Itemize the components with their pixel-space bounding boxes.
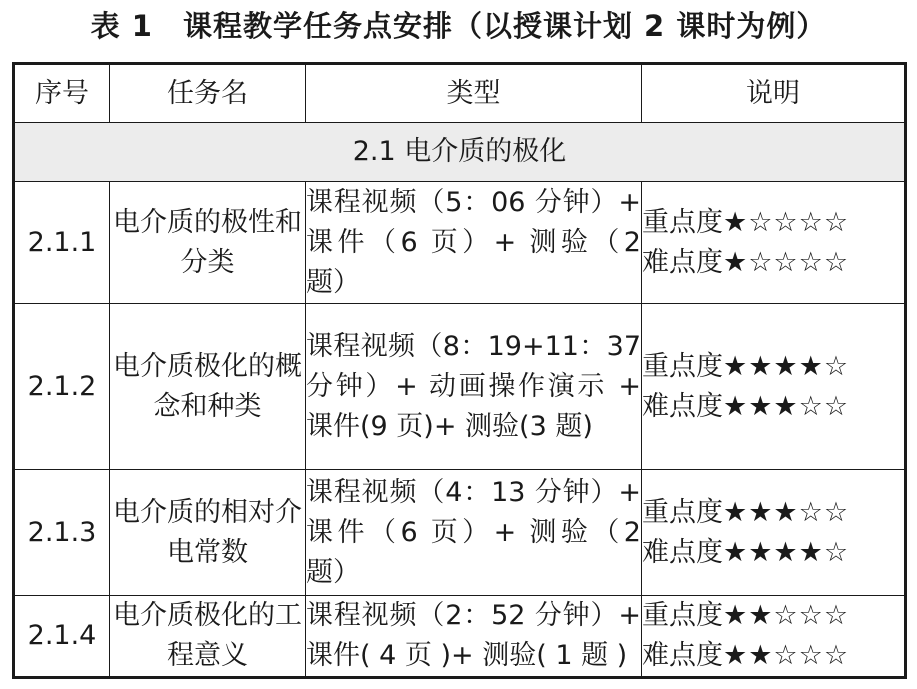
table-row xyxy=(14,470,906,596)
difficulty-line xyxy=(642,387,904,427)
row-task-name: 电介质极化的概念和种类 xyxy=(110,304,306,470)
header-note: 说明 xyxy=(642,64,906,123)
row-task-name: 电介质的极性和分类 xyxy=(110,182,306,304)
importance-line xyxy=(642,493,904,533)
difficulty-label: 难点度 xyxy=(642,390,723,422)
importance-stars: ★☆☆☆☆ xyxy=(723,206,850,238)
table-caption: 表 1 课程教学任务点安排（以授课计划 2 课时为例） xyxy=(90,9,827,43)
task-table xyxy=(12,62,907,679)
header-type: 类型 xyxy=(306,64,642,123)
importance-line xyxy=(642,203,904,243)
table-row xyxy=(14,182,906,304)
importance-line xyxy=(642,596,904,636)
row-task-name: 电介质的相对介电常数 xyxy=(110,470,306,596)
importance-label: 重点度 xyxy=(642,206,723,238)
row-type: 课程视频（4：13 分钟）+ 课件（6 页）+ 测验（2 题） xyxy=(306,470,642,596)
section-title: 2.1 电介质的极化 xyxy=(14,123,906,182)
row-note xyxy=(642,182,906,304)
difficulty-line xyxy=(642,243,904,283)
importance-label: 重点度 xyxy=(642,600,723,631)
importance-stars: ★★★☆☆ xyxy=(723,496,850,528)
difficulty-stars: ★★★★☆ xyxy=(723,536,850,568)
row-type: 课程视频（2：52 分钟）+ 课件( 4 页 )+ 测验( 1 题 ) xyxy=(306,596,642,678)
difficulty-line xyxy=(642,533,904,573)
difficulty-line xyxy=(642,636,904,676)
importance-stars: ★★☆☆☆ xyxy=(723,600,850,631)
difficulty-stars: ★★★☆☆ xyxy=(723,390,850,422)
row-task-name: 电介质极化的工程意义 xyxy=(110,596,306,678)
difficulty-label: 难点度 xyxy=(642,246,723,278)
table-row xyxy=(14,304,906,470)
importance-label: 重点度 xyxy=(642,350,723,382)
table-header-row xyxy=(14,64,906,123)
row-type: 课程视频（8：19+11：37 分钟）+ 动画操作演示 + 课件(9 页)+ 测验(3 题) xyxy=(306,304,642,470)
importance-stars: ★★★★☆ xyxy=(723,350,850,382)
importance-line xyxy=(642,347,904,387)
difficulty-stars: ★★☆☆☆ xyxy=(723,640,850,671)
row-seq: 2.1.1 xyxy=(14,182,110,304)
table-row xyxy=(14,596,906,678)
header-seq: 序号 xyxy=(14,64,110,123)
row-seq: 2.1.4 xyxy=(14,596,110,678)
row-type: 课程视频（5：06 分钟）+ 课件（6 页）+ 测验（2 题） xyxy=(306,182,642,304)
row-note xyxy=(642,470,906,596)
row-note xyxy=(642,304,906,470)
difficulty-label: 难点度 xyxy=(642,536,723,568)
header-task-name: 任务名 xyxy=(110,64,306,123)
importance-label: 重点度 xyxy=(642,496,723,528)
row-seq: 2.1.3 xyxy=(14,470,110,596)
row-note xyxy=(642,596,906,678)
section-row xyxy=(14,123,906,182)
difficulty-stars: ★☆☆☆☆ xyxy=(723,246,850,278)
difficulty-label: 难点度 xyxy=(642,640,723,671)
row-seq: 2.1.2 xyxy=(14,304,110,470)
